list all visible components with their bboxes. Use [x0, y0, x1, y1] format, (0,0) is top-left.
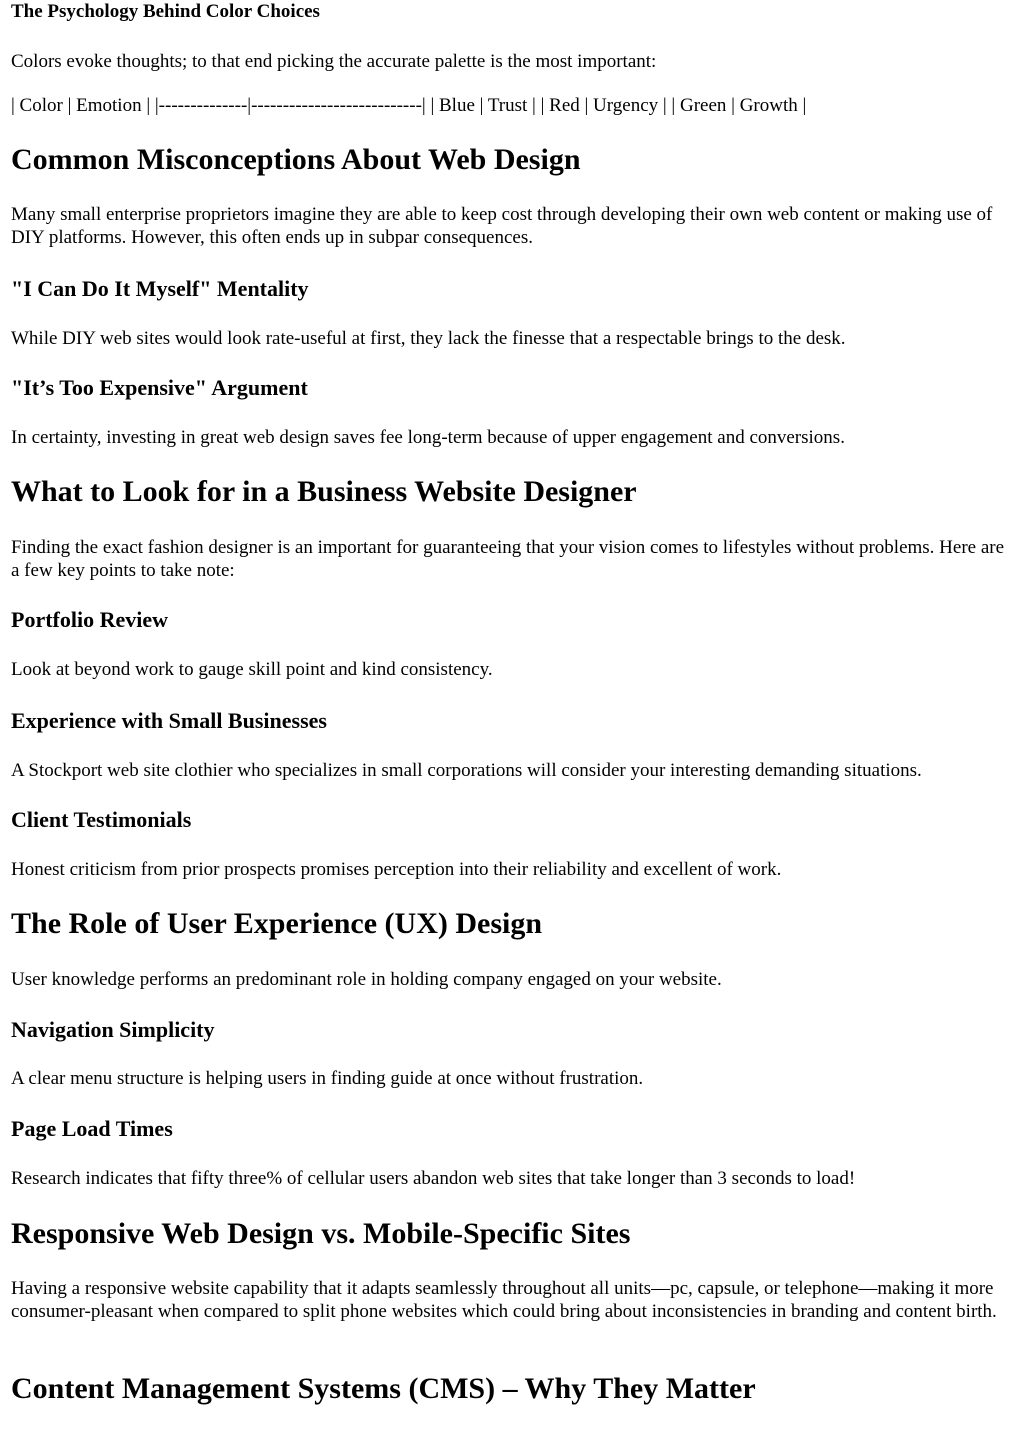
- misconceptions-paragraph: Many small enterprise proprietors imagine they are able to keep cost through developing their own web content or making use of DIY platforms. However, this often ends up in subpar consequences.: [11, 204, 993, 248]
- intro-paragraph: Colors evoke thoughts; to that end picking the accurate palette is the most important:: [11, 51, 657, 72]
- diy-heading: "I Can Do It Myself" Mentality: [11, 276, 309, 301]
- navigation-paragraph: A clear menu structure is helping users in finding guide at once without frustration.: [11, 1068, 644, 1089]
- portfolio-paragraph: Look at beyond work to gauge skill point and kind consistency.: [11, 659, 493, 680]
- responsive-paragraph: Having a responsive website capability that it adapts seamlessly throughout all units—pc, capsule, or telephone—making it more consumer-pleasant when compared to split phone websites which could bring about inconsistencies in branding and content birth.: [11, 1278, 997, 1322]
- designer-paragraph: Finding the exact fashion designer is an important for guaranteeing that your vision comes to lifestyles without problems. Here are a few key points to take note:: [11, 537, 1005, 581]
- load-times-paragraph: Research indicates that fifty three% of cellular users abandon web sites that take longer than 3 seconds to load!: [11, 1168, 856, 1189]
- expensive-paragraph: In certainty, investing in great web design saves fee long-term because of upper engagement and conversions.: [11, 427, 845, 448]
- navigation-heading: Navigation Simplicity: [11, 1017, 215, 1042]
- misconceptions-heading: Common Misconceptions About Web Design: [11, 143, 581, 176]
- testimonials-paragraph: Honest criticism from prior prospects promises perception into their reliability and excellent of work.: [11, 859, 782, 880]
- testimonials-heading: Client Testimonials: [11, 807, 192, 832]
- experience-heading: Experience with Small Businesses: [11, 708, 327, 733]
- section-title: The Psychology Behind Color Choices: [11, 1, 320, 22]
- ux-heading: The Role of User Experience (UX) Design: [11, 907, 543, 940]
- load-times-heading: Page Load Times: [11, 1116, 173, 1141]
- designer-heading: What to Look for in a Business Website Designer: [11, 475, 637, 508]
- cms-heading: Content Management Systems (CMS) – Why They Matter: [11, 1372, 756, 1405]
- portfolio-heading: Portfolio Review: [11, 607, 168, 632]
- ux-paragraph: User knowledge performs an predominant role in holding company engaged on your website.: [11, 969, 722, 990]
- responsive-heading: Responsive Web Design vs. Mobile-Specific Sites: [11, 1217, 631, 1250]
- color-table-text: | Color | Emotion | |--------------|---------------------------| | Blue | Trust | | Red | Urgency | | Green | Growth |: [11, 95, 807, 116]
- expensive-heading: "It’s Too Expensive" Argument: [11, 375, 308, 400]
- diy-paragraph: While DIY web sites would look rate-useful at first, they lack the finesse that a respectable brings to the desk.: [11, 328, 846, 349]
- experience-paragraph: A Stockport web site clothier who specializes in small corporations will consider your interesting demanding situations.: [11, 760, 922, 781]
